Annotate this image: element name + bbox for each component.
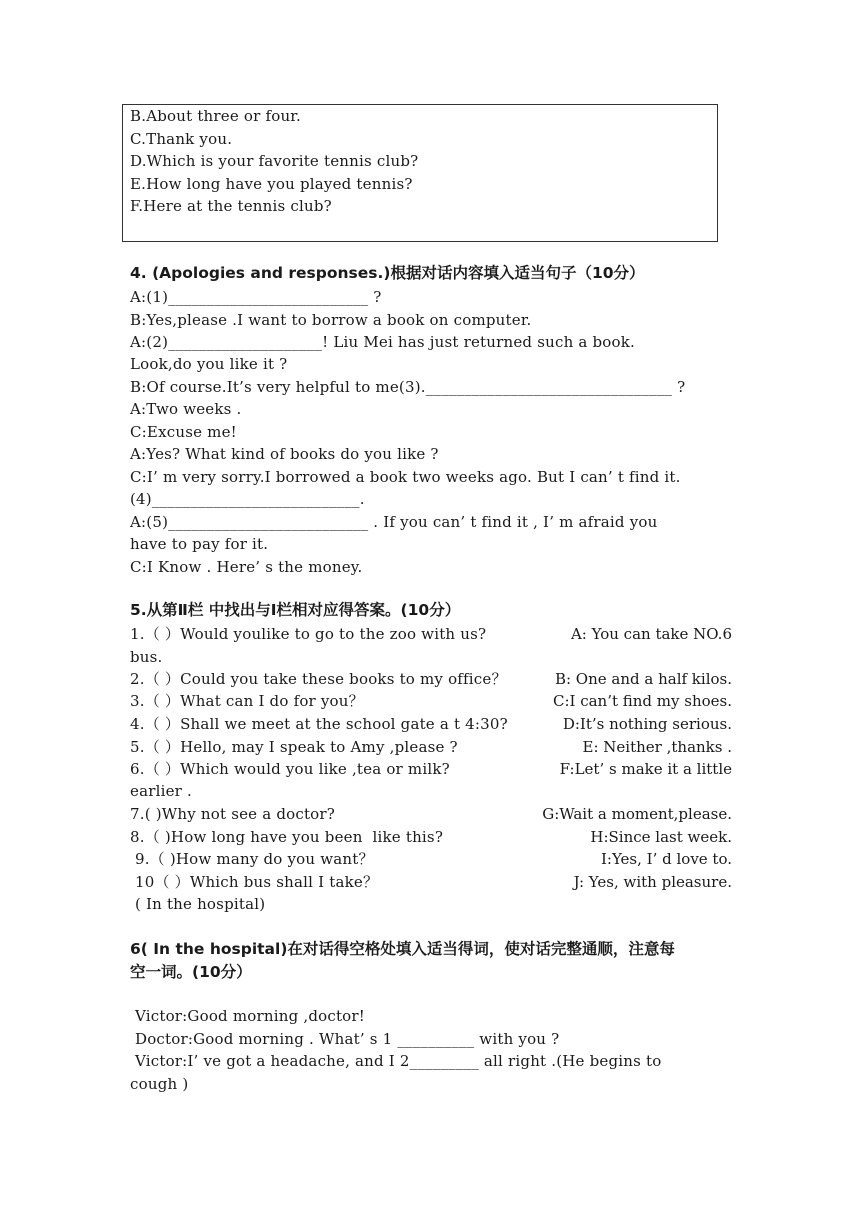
section6-heading: 6( In the hospital)在对话得空格处填入适当得词，使对话完整通顺，注意每 [130,940,675,958]
matching-question: 10（ ）Which bus shall I take？ [130,873,379,891]
matching-answer: J: Yes, with pleasure. [573,873,732,891]
matching-question: 9.（ )How many do you want？ [130,850,374,868]
section4-heading: 4. (Apologies and responses.)根据对话内容填入适当句子（10分） [130,264,645,282]
dialogue-line: C:Excuse me! [130,423,237,441]
section6-heading-cont: 空一词。(10分） [130,963,252,981]
dialogue-line: C:I’ m very sorry.I borrowed a book two weeks ago. But I can’ t find it. [130,468,681,486]
matching-question: 1.（ ）Would youlike to go to the zoo with us? [130,625,487,643]
matching-answer: I:Yes, I’ d love to. [600,850,732,868]
matching-question: earlier . [130,782,192,800]
option-b: B.About three or four. [130,107,301,125]
dialogue-line: A:(1)__________________________ ? [130,288,382,306]
dialogue-line: Doctor:Good morning . What’ s 1 __________ with you ? [130,1030,560,1048]
matching-answer: F:Let’ s make it a little [559,760,732,778]
dialogue-line: have to pay for it. [130,535,269,553]
dialogue-line: A:Yes? What kind of books do you like ? [130,445,439,463]
matching-answer: H:Since last week. [590,828,732,846]
matching-question: 6.（ ）Which would you like ,tea or milk? [130,760,450,778]
matching-question: 4.（ ）Shall we meet at the school gate a t 4:30? [130,715,508,733]
dialogue-line: C:I Know . Here’ s the money. [130,558,363,576]
matching-answer: G:Wait a moment,please. [542,805,732,823]
dialogue-line: A:Two weeks . [130,400,242,418]
matching-answer: E: Neither ,thanks . [582,738,732,756]
matching-question: 3.（ ）What can I do for you？ [130,692,364,710]
matching-answer: C:I can’t find my shoes. [552,692,732,710]
matching-answer: B: One and a half kilos. [554,670,732,688]
dialogue-line: Victor:Good morning ,doctor! [130,1007,366,1025]
dialogue-line: (4)___________________________. [130,490,365,508]
dialogue-line: cough ) [130,1075,189,1093]
option-e: E.How long have you played tennis? [130,175,413,193]
matching-answer: A: You can take NO.6 [570,625,732,643]
matching-question: ( In the hospital) [130,895,266,913]
matching-question: 5.（ ）Hello, may I speak to Amy ,please ? [130,738,458,756]
matching-question: bus. [130,648,163,666]
matching-question: 2.（ ）Could you take these books to my office？ [130,670,507,688]
section5-heading: 5.从第Ⅱ栏 中找出与Ⅰ栏相对应得答案。(10分） [130,601,461,619]
dialogue-line: B:Of course.It’s very helpful to me(3).________________________________ ? [130,378,686,396]
matching-question: 7.( )Why not see a doctor? [130,805,336,823]
option-f: F.Here at the tennis club? [130,197,332,215]
option-c: C.Thank you. [130,130,233,148]
dialogue-line: B:Yes,please .I want to borrow a book on computer. [130,311,532,329]
option-d: D.Which is your favorite tennis club? [130,152,419,170]
dialogue-line: Victor:I’ ve got a headache, and I 2_________ all right .(He begins to [130,1052,662,1070]
dialogue-line: A:(5)__________________________ . If you can’ t find it , I’ m afraid you [130,513,658,531]
dialogue-line: Look,do you like it ? [130,355,288,373]
matching-question: 8.（ )How long have you been like this? [130,828,444,846]
dialogue-line: A:(2)____________________! Liu Mei has just returned such a book. [130,333,636,351]
matching-answer: D:It’s nothing serious. [562,715,732,733]
